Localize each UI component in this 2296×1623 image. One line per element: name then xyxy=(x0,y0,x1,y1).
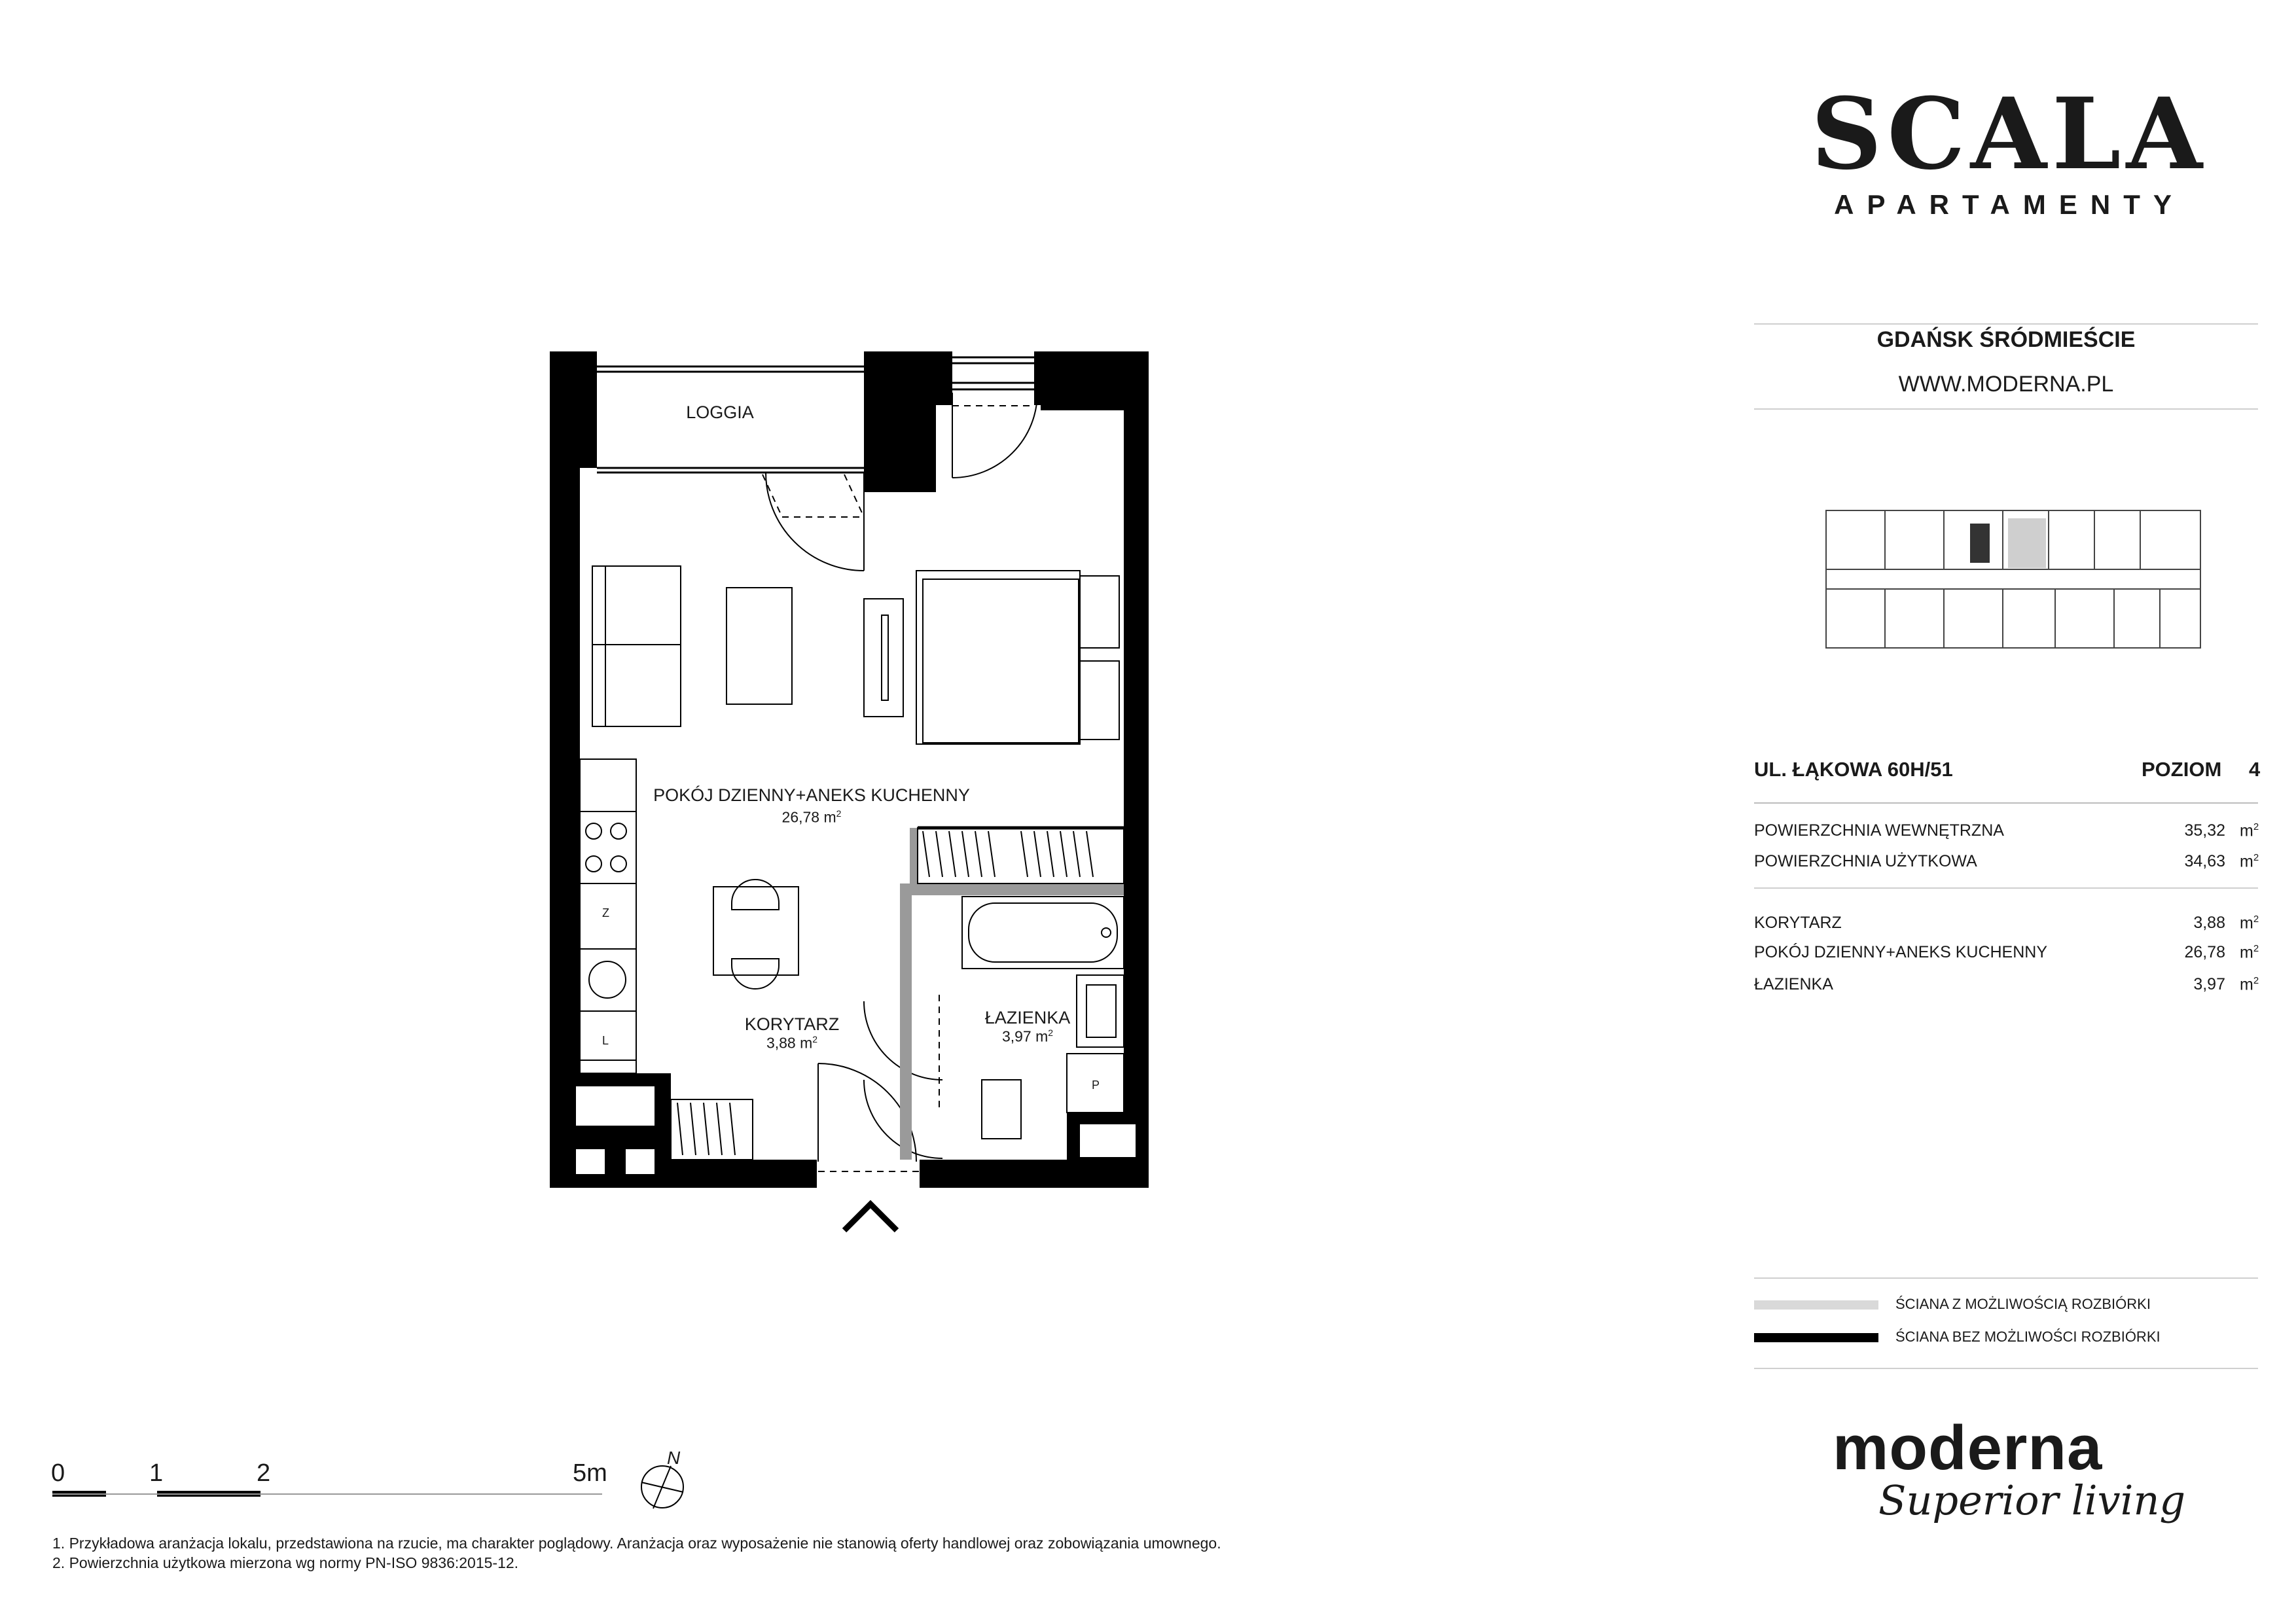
area-unit: $m^2$ xyxy=(2240,821,2259,840)
partition-walls xyxy=(900,828,1124,1160)
room-unit: $m^2$ xyxy=(2240,943,2259,962)
room-label: ŁAZIENKA xyxy=(1754,975,1833,993)
footnote: 2. Powierzchnia użytkowa mierzona wg normy PN-ISO 9836:2015-12. xyxy=(52,1554,519,1571)
divider xyxy=(1754,1277,2258,1279)
key-plan-stair xyxy=(1970,524,1990,563)
scale-tick: 1 xyxy=(149,1459,164,1487)
north-compass xyxy=(641,1466,683,1508)
scale-tick: 2 xyxy=(257,1459,271,1487)
area-unit: $m^2$ xyxy=(2240,852,2259,871)
moderna-logo: moderna xyxy=(1833,1413,2103,1483)
loggia-label: LOGGIA xyxy=(686,402,754,422)
divider xyxy=(1754,408,2258,410)
room-value: 26,78 xyxy=(2184,943,2225,961)
room-value: 3,88 xyxy=(2193,914,2225,932)
washer-label: P xyxy=(1092,1079,1100,1092)
divider xyxy=(1754,323,2258,325)
legend-label: ŚCIANA BEZ MOŻLIWOŚCI ROZBIÓRKI xyxy=(1895,1329,2161,1345)
location-url[interactable]: WWW.MODERNA.PL xyxy=(1898,372,2114,397)
scale-tick: 5m xyxy=(573,1459,607,1487)
moderna-tagline: Superior living xyxy=(1878,1476,2186,1524)
living-room-area: 26,78 $m^2$ xyxy=(781,808,842,826)
room-label: KORYTARZ xyxy=(1754,914,1842,932)
bathroom-label: ŁAZIENKA xyxy=(984,1008,1071,1027)
key-plan-highlight xyxy=(2008,518,2046,568)
legend-swatch-fixed xyxy=(1754,1333,1878,1342)
room-unit: $m^2$ xyxy=(2240,914,2259,933)
north-label: N xyxy=(667,1448,681,1468)
divider xyxy=(1754,1368,2258,1369)
room-value: 3,97 xyxy=(2193,975,2225,993)
window-top-right xyxy=(952,357,1034,389)
brand-logo-subtitle: APARTAMENTY xyxy=(1834,189,2185,220)
location-name: GDAŃSK ŚRÓDMIEŚCIE xyxy=(1876,327,2136,352)
area-value: 34,63 xyxy=(2184,852,2225,870)
room-unit: $m^2$ xyxy=(2240,975,2259,994)
area-label: POWIERZCHNIA UŻYTKOWA xyxy=(1754,852,1977,870)
legend-label: ŚCIANA Z MOŻLIWOŚCIĄ ROZBIÓRKI xyxy=(1895,1296,2151,1312)
legend-swatch-removable xyxy=(1754,1300,1878,1310)
footnote: 1. Przykładowa aranżacja lokalu, przedstawiona na rzucie, ma charakter poglądowy. Aranżacja oraz wyposażenie nie stanowią oferty handlowej oraz zobowiązania umownego. xyxy=(52,1535,1221,1552)
fridge-label: Z xyxy=(602,906,609,919)
room-label: POKÓJ DZIENNY+ANEKS KUCHENNY xyxy=(1754,943,2048,961)
wardrobe xyxy=(918,828,1124,883)
divider xyxy=(1754,802,2258,804)
area-label: POWIERZCHNIA WEWNĘTRZNA xyxy=(1754,821,2004,840)
load-bearing-walls xyxy=(550,351,1149,1188)
corridor-label: KORYTARZ xyxy=(744,1014,840,1034)
apartment-address: UL. ŁĄKOWA 60H/51 xyxy=(1754,758,1953,781)
corridor-area: 3,88 $m^2$ xyxy=(766,1034,818,1052)
area-value: 35,32 xyxy=(2184,821,2225,840)
scale-tick: 0 xyxy=(51,1459,65,1487)
level-value: 4 xyxy=(2249,758,2261,781)
divider xyxy=(1754,887,2258,889)
brand-logo-title: SCALA xyxy=(1811,77,2208,192)
level-label: POZIOM xyxy=(2142,758,2222,781)
dishwasher-label: L xyxy=(602,1034,609,1047)
bathroom-area: 3,97 $m^2$ xyxy=(1001,1027,1054,1045)
living-room-label: POKÓJ DZIENNY+ANEKS KUCHENNY xyxy=(653,785,970,805)
